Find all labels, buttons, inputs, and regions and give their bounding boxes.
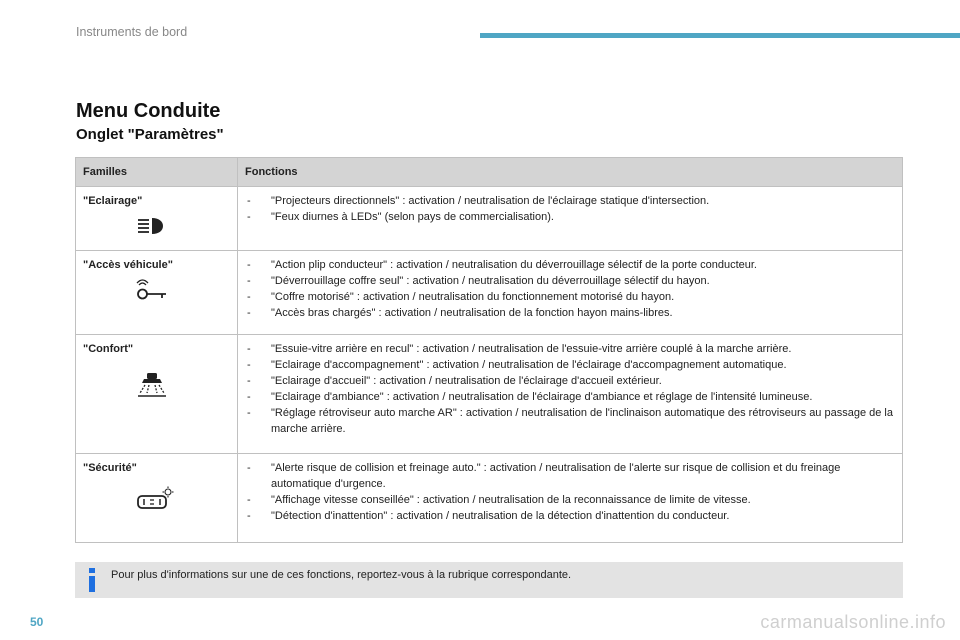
function-item: - "Déverrouillage coffre seul" : activation / neutralisation du déverrouillage sélectif du hayon.: [247, 275, 710, 287]
courtesy-light-icon: [135, 371, 169, 399]
table-row: [76, 335, 903, 454]
info-note-text: Pour plus d'informations sur une de ces fonctions, reportez-vous à la rubrique correspondante.: [111, 569, 572, 581]
function-item: - "Réglage rétroviseur auto marche AR" : activation / neutralisation de l'inclinaison automatique des rétroviseurs au passage de la marche arrière.: [247, 407, 893, 435]
family-cell: [76, 335, 238, 454]
function-item: - "Eclairage d'ambiance" : activation / neutralisation de l'éclairage d'ambiance et réglage de l'intensité lumineuse.: [247, 391, 813, 403]
column-header-families: Familles: [76, 158, 238, 187]
function-item: - "Affichage vitesse conseillée" : activation / neutralisation de la reconnaissance de limite de vitesse.: [247, 494, 751, 506]
page-title: Menu Conduite: [76, 100, 221, 122]
family-cell: [76, 187, 238, 251]
table-row: [76, 454, 903, 543]
family-cell: [76, 454, 238, 543]
column-header-functions: Fonctions: [238, 158, 903, 187]
table-row: [76, 187, 903, 251]
family-cell: [76, 251, 238, 335]
family-name: "Accès véhicule": [83, 259, 173, 271]
header-accent-bar: [480, 33, 960, 38]
functions-cell: [238, 251, 903, 335]
car-safety-icon: [135, 486, 175, 512]
family-name: "Confort": [83, 343, 134, 355]
headlight-icon: [135, 215, 165, 237]
family-name: "Sécurité": [83, 462, 137, 474]
info-note: [75, 562, 903, 598]
function-item: - "Eclairage d'accompagnement" : activation / neutralisation de l'éclairage d'accompagnement automatique.: [247, 359, 787, 371]
function-item: - "Essuie-vitre arrière en recul" : activation / neutralisation de l'essuie-vitre arrière couplé à la marche arrière.: [247, 343, 792, 355]
table-row: [76, 251, 903, 335]
page-subtitle: Onglet "Paramètres": [76, 126, 224, 143]
function-item: - "Feux diurnes à LEDs" (selon pays de commercialisation).: [247, 211, 554, 223]
family-name: "Eclairage": [83, 195, 143, 207]
table-header-row: [76, 158, 903, 187]
function-item: - "Accès bras chargés" : activation / neutralisation de la fonction hayon mains-libres.: [247, 307, 673, 319]
remote-key-icon: [135, 279, 169, 303]
function-item: - "Coffre motorisé" : activation / neutralisation du fonctionnement motorisé du hayon.: [247, 291, 675, 303]
functions-table: [75, 157, 903, 543]
section-title: Instruments de bord: [76, 25, 188, 39]
function-item: - "Projecteurs directionnels" : activation / neutralisation de l'éclairage statique d'intersection.: [247, 195, 710, 207]
functions-cell: [238, 335, 903, 454]
functions-cell: [238, 187, 903, 251]
functions-cell: [238, 454, 903, 543]
function-item: - "Alerte risque de collision et freinage auto." : activation / neutralisation de l'alerte sur risque de collision et du freinage automatique d'urgence.: [247, 462, 841, 490]
function-item: - "Action plip conducteur" : activation / neutralisation du déverrouillage sélectif de la porte conducteur.: [247, 259, 757, 271]
watermark: carmanualsonline.info: [760, 612, 946, 632]
info-icon: [88, 568, 96, 592]
page-number: 50: [30, 615, 44, 629]
function-item: - "Détection d'inattention" : activation / neutralisation de la détection d'inattention du conducteur.: [247, 510, 730, 522]
function-item: - "Eclairage d'accueil" : activation / neutralisation de l'éclairage d'accueil extérieur.: [247, 375, 662, 387]
